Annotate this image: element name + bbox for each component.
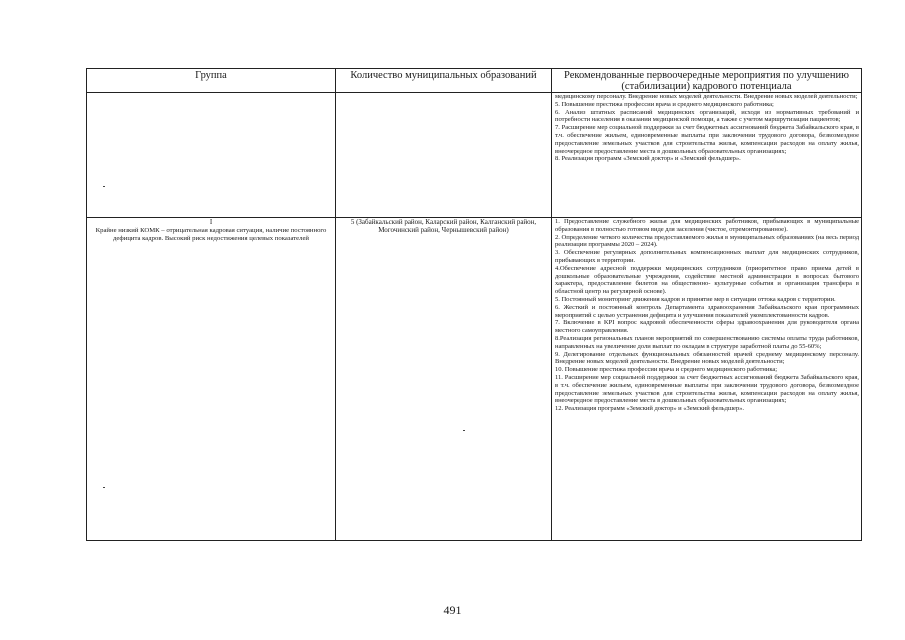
list-item: 5. Повышение престижа профессии врача и среднего медицинского работника; [555, 100, 774, 108]
scan-speck [103, 186, 105, 187]
scan-speck [463, 430, 465, 431]
page-number: 491 [443, 603, 462, 617]
group-cell [87, 93, 336, 218]
list-item: 8. Реализация программ «Земский доктор» и «Земский фельдшер». [555, 155, 741, 163]
header-group: Группа [87, 69, 336, 93]
list-item: 10. Повышение престижа профессии врача и среднего медицинского работника; [555, 366, 778, 374]
table-row [87, 93, 862, 218]
list-item: 9. Делегирование отдельных функциональных обязанностей врачей среднему медицинскому персоналу. Внедрение новых моделей деятельности. Внедрение новых моделей деятельности; [555, 350, 859, 366]
list-item: 4.Обеспечение адресной поддержки медицинских сотрудников (приоритетное право приема детей в дошкольные образовательные учреждения, содействие местной администрации в вопросах бытового характера, предоставление билетов на общественно- культурные события и организация трансфера в областной центр на регулярной основе). [555, 264, 859, 296]
list-item: 12. Реализация программ «Земский доктор» и «Земский фельдшер». [555, 405, 744, 413]
table-header-row [87, 69, 862, 93]
list-item: 6. Жесткий и постоянный контроль Департамента здравоохранения Забайкальского края программных мероприятий с целью устранения дефицита и улучшения показателей укомплектованности кадров. [555, 303, 859, 319]
measures-cell [552, 218, 862, 541]
group-description: Крайне низкий КОМК – отрицательная кадровая ситуация, наличие постоянного дефицита кадров. Высокий риск недостижения целевых показателей [95, 227, 327, 243]
measures-table [86, 68, 862, 541]
list-item: 6. Анализ штатных расписаний медицинских организаций, исходя из нормативных требований и потребности населения в оказании медицинской помощи, а также с учетом маршрутизации пациентов; [555, 108, 859, 124]
header-count: Количество муниципальных образований [336, 69, 552, 93]
list-item: 3. Обеспечение регулярных дополнительных компенсационных выплат для медицинских сотрудников, прибывающих в территории. [555, 249, 859, 264]
list-item: 2. Определение четкого количества предоставляемого жилья в муниципальных образованиях (на весь период реализации программы 2020 – 2024). [555, 233, 859, 249]
count-cell: 5 (Забайкальский район, Каларский район, Калганский район, Могочинский район, Чернышевский район) [336, 218, 552, 541]
list-item: медицинскому персоналу. Внедрение новых моделей деятельности. Внедрение новых моделей деятельности; [555, 93, 858, 100]
count-cell [336, 93, 552, 218]
group-cell [87, 218, 336, 541]
scan-speck [103, 487, 105, 488]
list-item: 8.Реализация региональных планов мероприятий по совершенствованию системы оплаты труда работников, направленных на увеличение доли выплат по окладам в структуре заработной платы до 55-60%; [555, 334, 859, 350]
table-row [87, 218, 862, 541]
header-measures: Рекомендованные первоочередные мероприятия по улучшению (стабилизации) кадрового потенциала [552, 69, 862, 93]
list-item: 7. Расширение мер социальной поддержки за счет бюджетных ассигнований бюджета Забайкальского края, в т.ч. обеспечение жильем, единовременные выплаты при заключении трудового договора, безвозмездное предоставление земельных участков для строительства жилья, компенсации расходов на оплату жилья, внеочередное предоставление места в дошкольных образовательных организациях; [555, 124, 859, 155]
list-item: 11. Расширение мер социальной поддержки за счет бюджетных ассигнований бюджета Забайкальского края, в т.ч. обеспечение жильем, единовременные выплаты при заключении трудового договора, безвозмездное предоставление земельных участков для строительства жилья, компенсации расходов на оплату жилья, внеочередное предоставление места в дошкольных образовательных организациях; [555, 373, 859, 405]
list-item: 7. Включение в KPI вопрос кадровой обеспеченности сферы здравоохранения для руководителя органа местного самоуправления. [555, 319, 859, 335]
measures-cell [552, 93, 862, 218]
list-item: 5. Постоянный мониторинг движения кадров и принятие мер в ситуации оттока кадров с территории. [555, 295, 836, 303]
group-number: I [209, 218, 213, 226]
list-item: 1. Предоставление служебного жилья для медицинских работников, прибывающих в муниципальные образования в полностью готовом виде для заселения (чистое, отремонтированное). [555, 218, 859, 233]
